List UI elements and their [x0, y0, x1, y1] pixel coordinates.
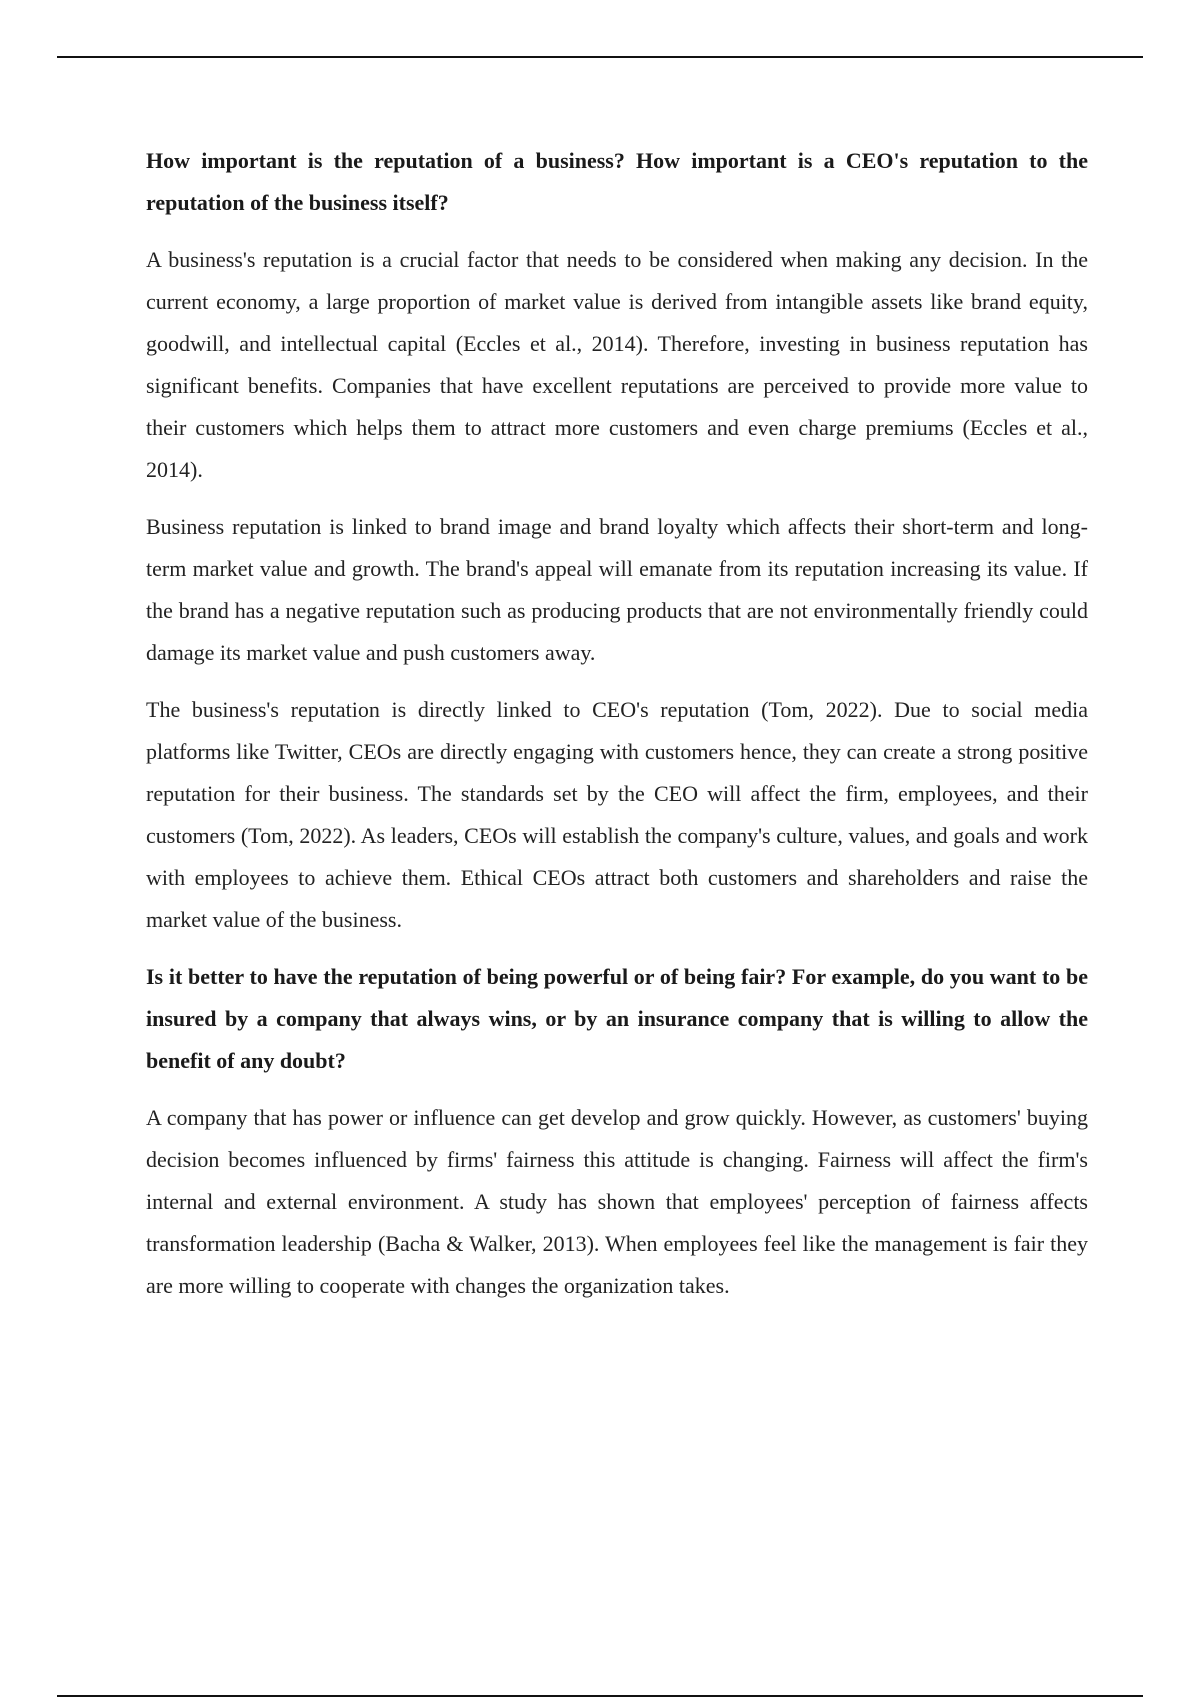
section-powerful-vs-fair	[146, 956, 1088, 1307]
document-body	[146, 140, 1088, 1322]
header-rule	[57, 56, 1143, 58]
paragraph: Business reputation is linked to brand image and brand loyalty which affects their short-term and long-term market value and growth. The brand's appeal will emanate from its reputation increasing its value. If the brand has a negative reputation such as producing products that are not environmentally friendly could damage its market value and push customers away.	[146, 514, 1088, 665]
section-heading: Is it better to have the reputation of being powerful or of being fair? For example, do you want to be insured by a company that always wins, or by an insurance company that is willing to allow the benefit of any doubt?	[146, 964, 1088, 1073]
section-reputation-importance	[146, 140, 1088, 941]
paragraph: A company that has power or influence can get develop and grow quickly. However, as customers' buying decision becomes influenced by firms' fairness this attitude is changing. Fairness will affect the firm's internal and external environment. A study has shown that employees' perception of fairness affects transformation leadership (Bacha & Walker, 2013). When employees feel like the management is fair they are more willing to cooperate with changes the organization takes.	[146, 1105, 1088, 1298]
section-heading: How important is the reputation of a business? How important is a CEO's reputation to the reputation of the business itself?	[146, 148, 1088, 215]
paragraph: A business's reputation is a crucial factor that needs to be considered when making any decision. In the current economy, a large proportion of market value is derived from intangible assets like brand equity, goodwill, and intellectual capital (Eccles et al., 2014). Therefore, investing in business reputation has significant benefits. Companies that have excellent reputations are perceived to provide more value to their customers which helps them to attract more customers and even charge premiums (Eccles et al., 2014).	[146, 247, 1088, 482]
paragraph: The business's reputation is directly linked to CEO's reputation (Tom, 2022). Due to social media platforms like Twitter, CEOs are directly engaging with customers hence, they can create a strong positive reputation for their business. The standards set by the CEO will affect the firm, employees, and their customers (Tom, 2022). As leaders, CEOs will establish the company's culture, values, and goals and work with employees to achieve them. Ethical CEOs attract both customers and shareholders and raise the market value of the business.	[146, 697, 1088, 932]
footer-rule	[57, 1695, 1143, 1697]
